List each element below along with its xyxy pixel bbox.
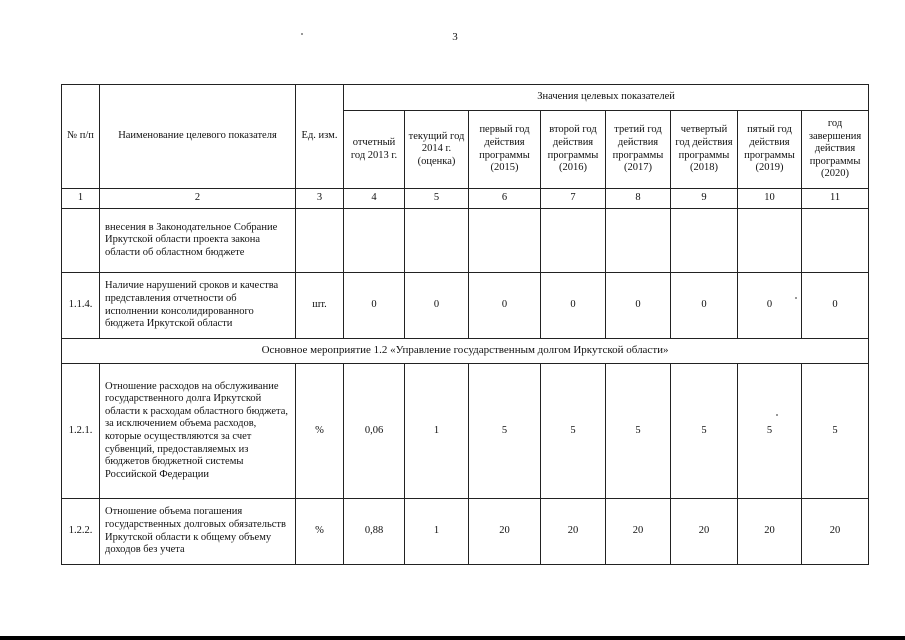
scan-speck <box>795 297 797 299</box>
table-row <box>62 364 869 499</box>
row-value: 20 <box>469 499 541 565</box>
column-number: 11 <box>802 189 869 209</box>
row-unit: шт. <box>296 273 344 339</box>
header-num: № п/п <box>62 85 100 189</box>
scan-bottom-edge <box>0 636 905 640</box>
header-year-2016: второй год действия программы (2016) <box>541 111 606 189</box>
row-value <box>405 209 469 273</box>
row-value: 0 <box>738 273 802 339</box>
row-value: 0 <box>344 273 405 339</box>
row-value <box>671 209 738 273</box>
column-number: 6 <box>469 189 541 209</box>
column-number: 7 <box>541 189 606 209</box>
row-value: 0 <box>606 273 671 339</box>
row-value: 5 <box>541 364 606 499</box>
header-year-2017: третий год действия программы (2017) <box>606 111 671 189</box>
row-num: 1.2.2. <box>62 499 100 565</box>
header-year-2015: первый год действия программы (2015) <box>469 111 541 189</box>
row-value: 5 <box>671 364 738 499</box>
row-value <box>606 209 671 273</box>
column-number: 1 <box>62 189 100 209</box>
row-name: Отношение объема погашения государственных долговых обязательств Иркутской области к общему объему доходов без учета <box>100 499 296 565</box>
header-year-2014: текущий год 2014 г. (оценка) <box>405 111 469 189</box>
header-name: Наименование целевого показателя <box>100 85 296 189</box>
row-value: 5 <box>738 364 802 499</box>
row-unit: % <box>296 499 344 565</box>
row-name: внесения в Законодательное Собрание Иркутской области проекта закона области об областном бюджете <box>100 209 296 273</box>
column-number: 9 <box>671 189 738 209</box>
column-numbers-row <box>62 189 869 209</box>
table-row <box>62 273 869 339</box>
column-number: 5 <box>405 189 469 209</box>
header-year-2018: четвертый год действия программы (2018) <box>671 111 738 189</box>
row-value: 20 <box>738 499 802 565</box>
header-row-1 <box>62 85 869 111</box>
row-num <box>62 209 100 273</box>
table-row <box>62 499 869 565</box>
row-value: 20 <box>541 499 606 565</box>
indicators-table <box>61 84 869 565</box>
row-value: 0 <box>802 273 869 339</box>
row-value: 5 <box>469 364 541 499</box>
row-value <box>738 209 802 273</box>
row-value: 0 <box>469 273 541 339</box>
row-value: 20 <box>606 499 671 565</box>
table-row <box>62 209 869 273</box>
row-value <box>541 209 606 273</box>
row-value: 5 <box>802 364 869 499</box>
row-num: 1.2.1. <box>62 364 100 499</box>
section-title: Основное мероприятие 1.2 «Управление государственным долгом Иркутской области» <box>62 339 869 364</box>
row-value: 1 <box>405 499 469 565</box>
row-value: 20 <box>671 499 738 565</box>
column-number: 10 <box>738 189 802 209</box>
header-year-2020: год завершения действия программы (2020) <box>802 111 869 189</box>
row-value: 0 <box>671 273 738 339</box>
section-row <box>62 339 869 364</box>
row-value: 0 <box>405 273 469 339</box>
row-value: 1 <box>405 364 469 499</box>
column-number: 8 <box>606 189 671 209</box>
row-value: 0,88 <box>344 499 405 565</box>
row-name: Наличие нарушений сроков и качества представления отчетности об исполнении консолидированного бюджета Иркутской области <box>100 273 296 339</box>
row-unit <box>296 209 344 273</box>
header-year-2013: отчетный год 2013 г. <box>344 111 405 189</box>
header-group: Значения целевых показателей <box>344 85 869 111</box>
column-number: 2 <box>100 189 296 209</box>
header-unit: Ед. изм. <box>296 85 344 189</box>
row-value: 0 <box>541 273 606 339</box>
header-year-2019: пятый год действия программы (2019) <box>738 111 802 189</box>
column-number: 4 <box>344 189 405 209</box>
row-value <box>802 209 869 273</box>
row-unit: % <box>296 364 344 499</box>
column-number: 3 <box>296 189 344 209</box>
row-num: 1.1.4. <box>62 273 100 339</box>
row-name: Отношение расходов на обслуживание государственного долга Иркутской области к расходам областного бюджета, за исключением объема расходов, которые осуществляются за счет субвенций, предоставляемых из бюджетов бюджетной системы Российской Федерации <box>100 364 296 499</box>
row-value <box>344 209 405 273</box>
scan-speck <box>776 414 778 416</box>
row-value: 20 <box>802 499 869 565</box>
scan-speck <box>301 33 303 35</box>
row-value <box>469 209 541 273</box>
row-value: 0,06 <box>344 364 405 499</box>
page-number: 3 <box>452 31 458 43</box>
row-value: 5 <box>606 364 671 499</box>
